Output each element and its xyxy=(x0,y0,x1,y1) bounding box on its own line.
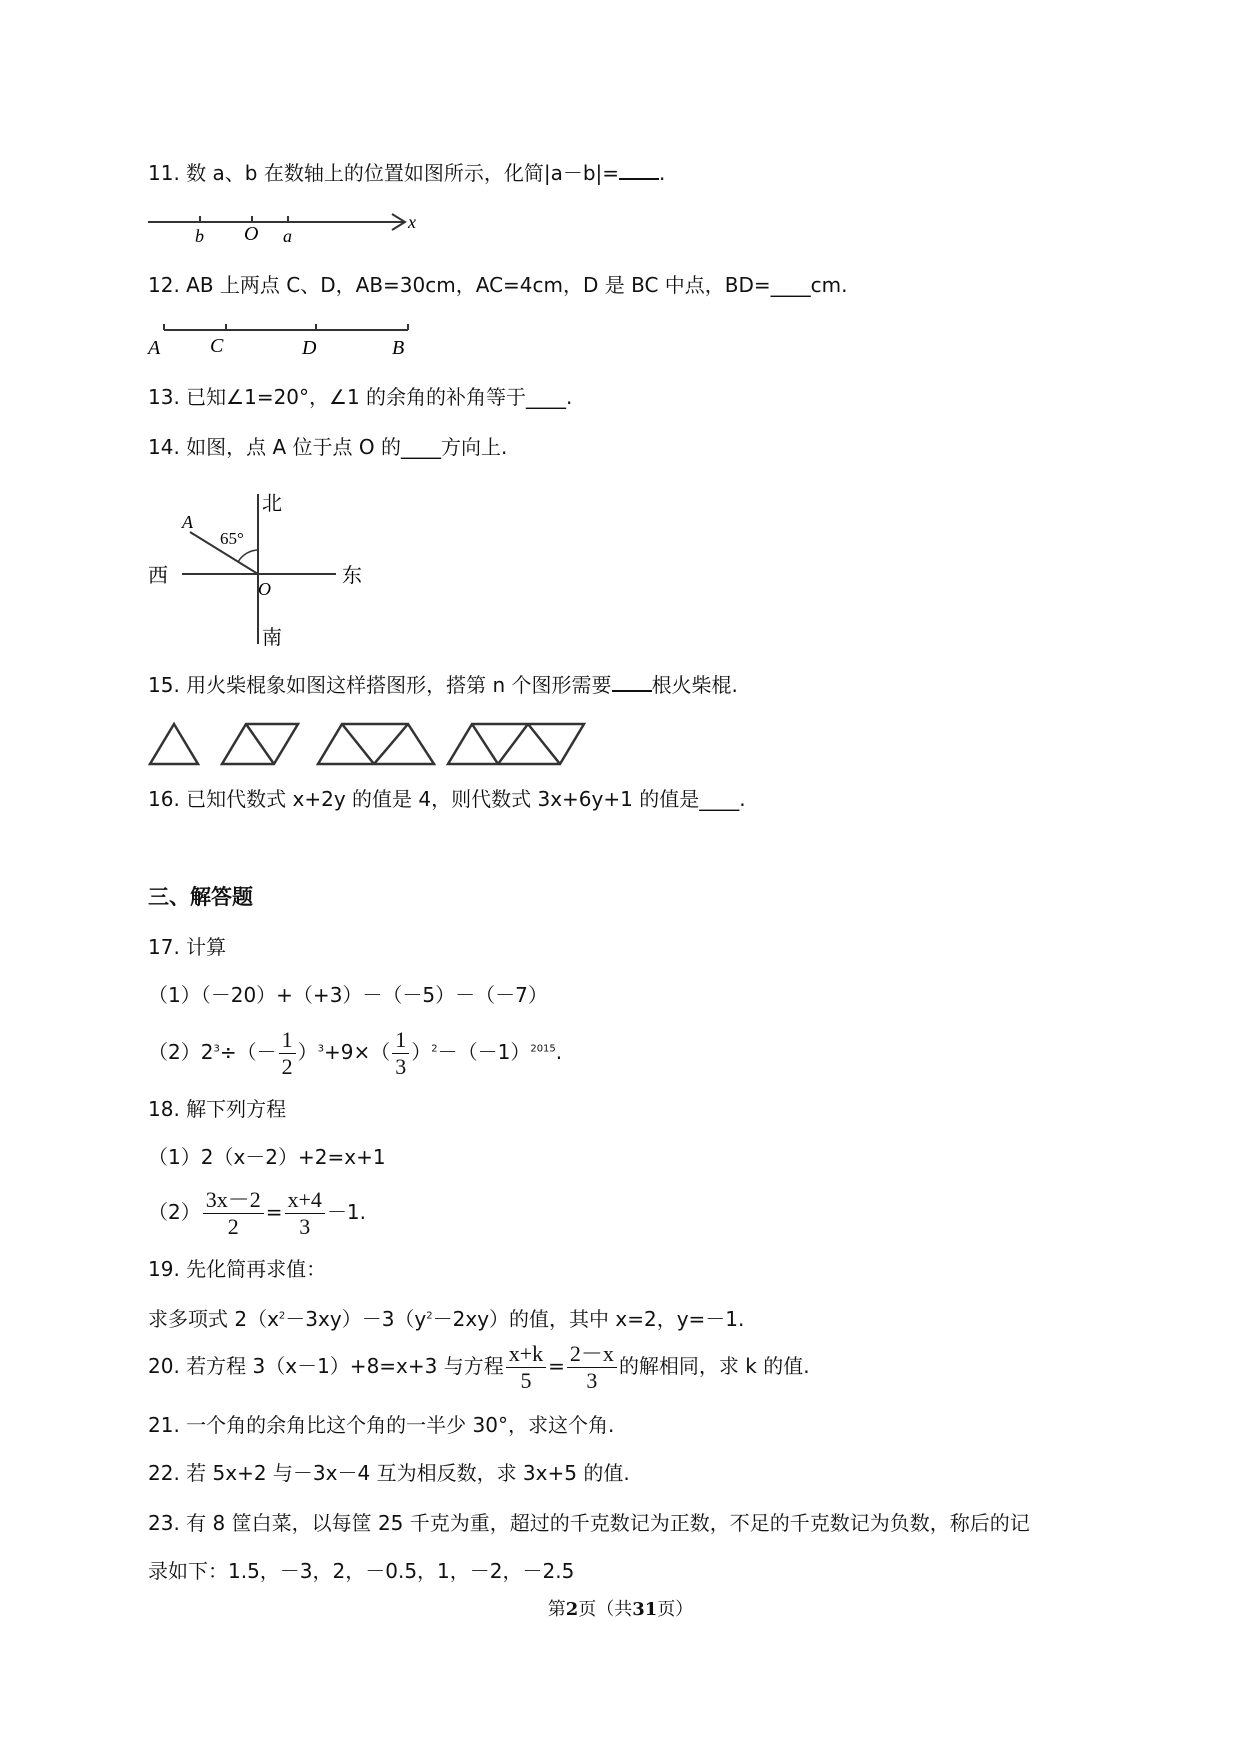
segment-figure xyxy=(146,318,416,358)
label-D: D xyxy=(302,337,317,358)
question-11: 11. 数 a、b 在数轴上的位置如图所示，化简|a－b|= . xyxy=(148,161,666,185)
label-angle: 65° xyxy=(220,529,244,548)
section-title: 三、解答题 xyxy=(148,885,253,909)
label-a: a xyxy=(283,226,292,244)
label-point-A: A xyxy=(182,512,193,532)
question-19-body: 求多项式 $2(x^2-3xy)-3(y^2-2xy)$的值，其中 x=2，y=－1. xyxy=(148,1307,745,1331)
label-x: x xyxy=(408,212,416,232)
question-19: 19. 先化简再求值： xyxy=(148,1257,327,1281)
question-21: 21. 一个角的余角比这个角的一半少 30°，求这个角. xyxy=(148,1413,615,1437)
label-b: b xyxy=(195,226,204,244)
label-B: B xyxy=(392,337,405,358)
question-17-part-2: $(2)2^3\div(-$ $\frac{1}{2}$ ）$^3$+9×（ $\frac{1}{3}$ ）$^2-(-1)^{2015}$. xyxy=(148,1027,563,1079)
fraction: $\frac{1}{3}$ xyxy=(392,1027,409,1080)
question-17-part-1: （1）（－20）+（+3）－（－5）－（－7） xyxy=(148,983,548,1007)
question-14: 14. 如图，点 A 位于点 O 的____方向上. xyxy=(148,435,508,459)
question-17: 17. 计算 xyxy=(148,935,227,959)
question-22: 22. 若 5x+2 与－3x－4 互为相反数，求 3x+5 的值. xyxy=(148,1461,630,1485)
answer-blank xyxy=(619,160,659,180)
label-point-O: O xyxy=(258,579,271,599)
number-line-figure xyxy=(148,208,428,244)
label-origin: O xyxy=(244,223,259,244)
question-13: 13. 已知∠1=20°，∠1 的余角的补角等于____. xyxy=(148,385,573,409)
question-11-text: 11. 数 a、b 在数轴上的位置如图所示，化简|a－b|= xyxy=(148,161,620,185)
matchstick-figure xyxy=(148,718,588,768)
label-north: 北 xyxy=(262,491,282,515)
fraction: $\frac{3x-2}{2}$ xyxy=(203,1187,264,1240)
page-footer: 第2页（共31页） xyxy=(547,1599,694,1620)
label-A: A xyxy=(148,337,161,358)
direction-figure xyxy=(146,482,376,652)
fraction: $\frac{x+k}{5}$ xyxy=(506,1341,546,1394)
label-east: 东 xyxy=(342,563,362,587)
fraction: $\frac{2-x}{3}$ xyxy=(567,1341,617,1394)
question-18: 18. 解下列方程 xyxy=(148,1097,287,1121)
question-15: 15. 用火柴棍象如图这样搭图形，搭第 n 个图形需要 根火柴棍. xyxy=(148,673,738,697)
question-16: 16. 已知代数式 x+2y 的值是 4，则代数式 3x+6y+1 的值是____. xyxy=(148,787,746,811)
fraction: $\frac{x+4}{3}$ xyxy=(285,1187,325,1240)
page-number: 2 xyxy=(565,1599,579,1620)
answer-blank xyxy=(612,672,652,692)
total-pages: 31 xyxy=(632,1599,658,1620)
question-23-line-1: 23. 有 8 筐白菜，以每筐 25 千克为重，超过的千克数记为正数，不足的千克数记为负数，称后的记 xyxy=(148,1511,1030,1535)
label-west: 西 xyxy=(148,563,168,587)
question-18-part-1: （1）2（x－2）+2=x+1 xyxy=(148,1145,386,1169)
label-C: C xyxy=(210,335,224,357)
question-20: 20. 若方程 3（x－1）+8=x+3 与方程 $\frac{x+k}{5}$ = $\frac{2-x}{3}$ 的解相同，求 k 的值. xyxy=(148,1341,810,1393)
fraction: $\frac{1}{2}$ xyxy=(279,1027,296,1080)
question-23-line-2: 录如下：1.5，－3，2，－0.5，1，－2，－2.5 xyxy=(148,1559,575,1583)
question-12: 12. AB 上两点 C、D，AB=30cm，AC=4cm，D 是 BC 中点，BD=____cm. xyxy=(148,273,848,297)
label-south: 南 xyxy=(262,625,282,649)
question-18-part-2: （2） $\frac{3x-2}{2}$ = $\frac{x+4}{3}$ －1. xyxy=(148,1187,367,1239)
